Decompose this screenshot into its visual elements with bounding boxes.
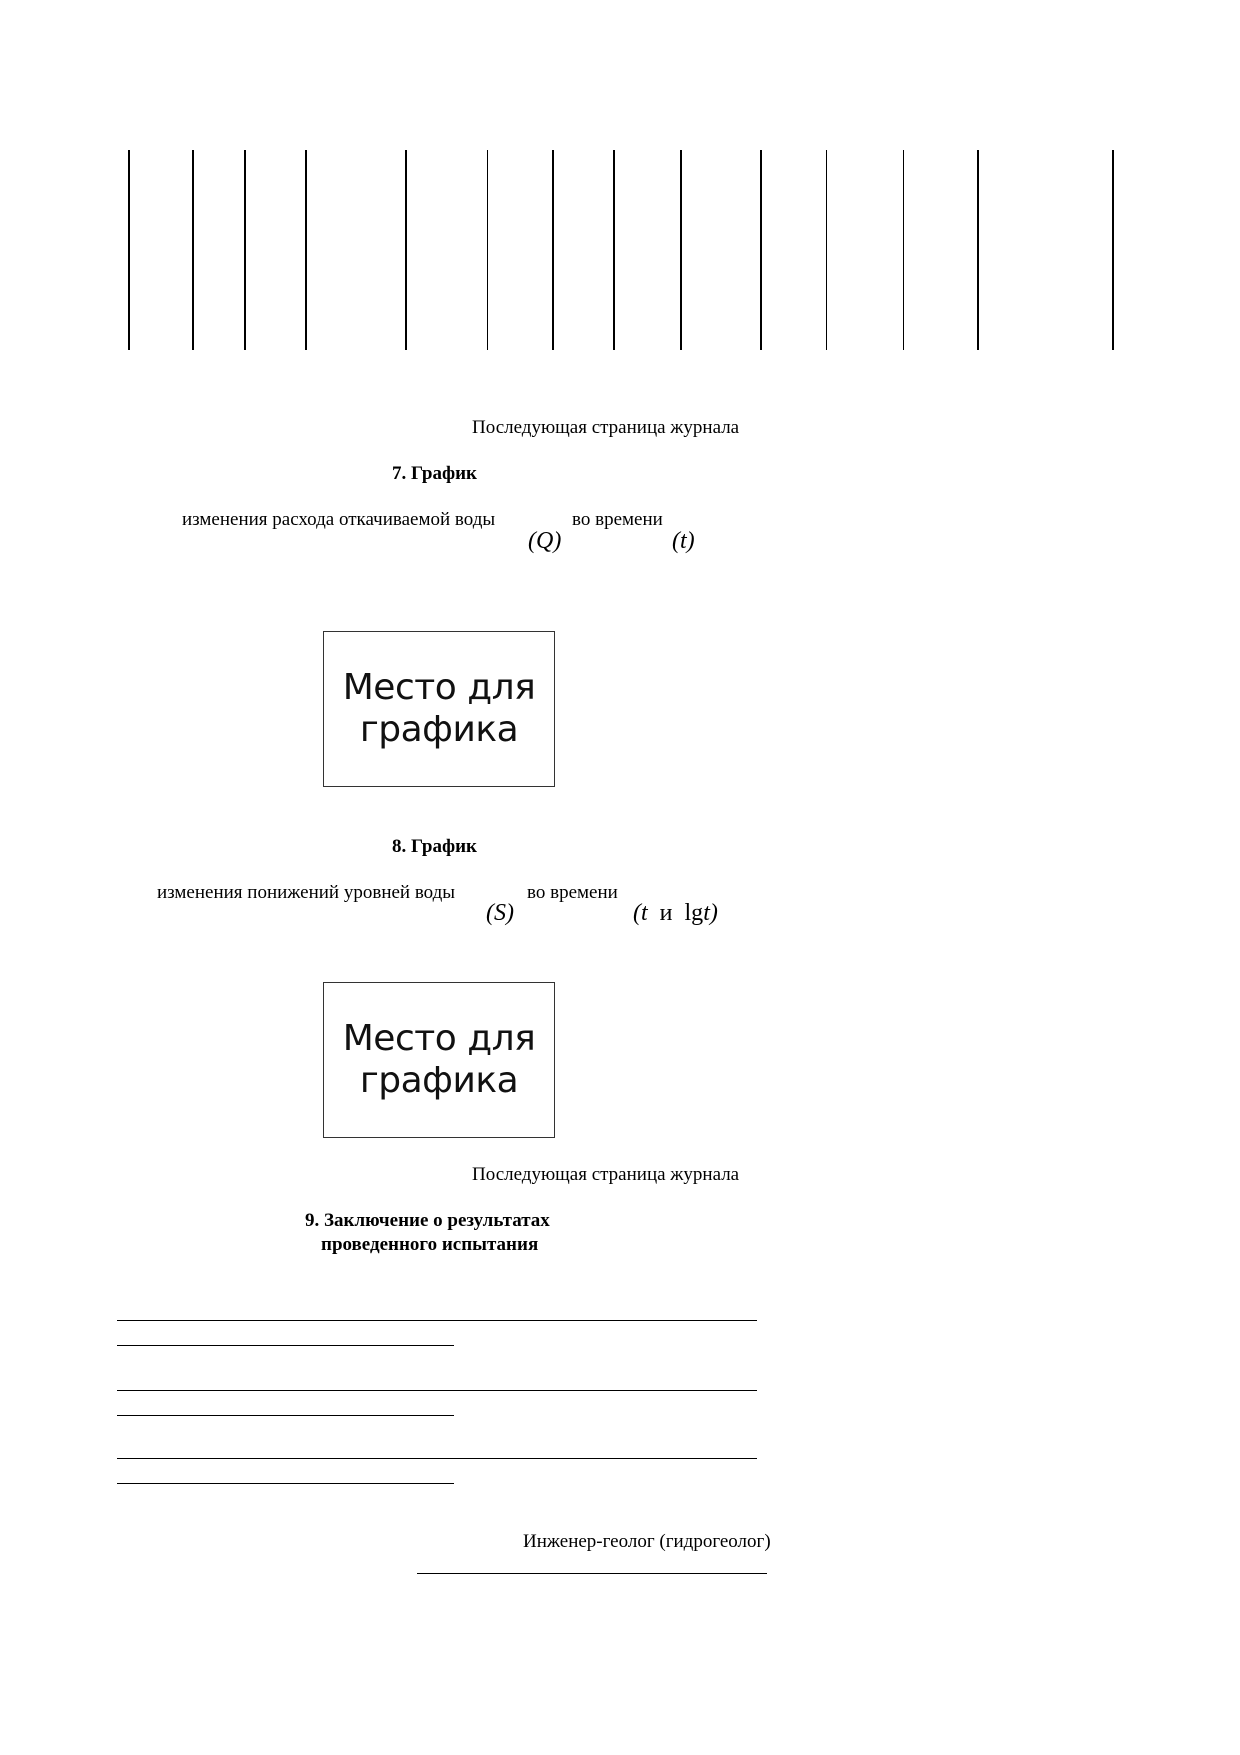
- graph8-symbol-t-close: t): [703, 900, 718, 926]
- signature-role: Инженер-геолог (гидрогеолог): [523, 1531, 771, 1552]
- continuation-note-top: Последующая страница журнала: [472, 417, 740, 438]
- column-rule: [128, 150, 130, 350]
- graph8-symbol-t-open: (t: [633, 900, 648, 926]
- column-rule: [680, 150, 682, 350]
- graph8-symbol-s: (S): [486, 900, 514, 926]
- graph8-placeholder: [323, 982, 555, 1138]
- conclusion-heading-line2: проведенного испытания: [321, 1234, 539, 1255]
- column-rule: [1112, 150, 1114, 350]
- column-rule: [552, 150, 554, 350]
- column-rule: [244, 150, 246, 350]
- column-rule: [305, 150, 307, 350]
- column-rule: [405, 150, 407, 350]
- graph8-symbol-t-lg: [633, 900, 718, 927]
- graph7-heading: 7. График: [392, 463, 477, 484]
- graph7-symbol-q: (Q): [528, 528, 562, 554]
- graph8-placeholder-text: Место для графика: [342, 1018, 536, 1101]
- column-rule: [613, 150, 615, 350]
- signature-line: [417, 1573, 767, 1574]
- column-rule: [826, 150, 827, 350]
- conclusion-line-2b: [117, 1415, 454, 1416]
- column-rule: [903, 150, 904, 350]
- conclusion-line-1b: [117, 1345, 454, 1346]
- column-rule: [487, 150, 488, 350]
- graph7-placeholder: [323, 631, 555, 787]
- graph8-caption-part2: во времени: [527, 882, 618, 903]
- conclusion-line-3a: [117, 1458, 757, 1459]
- graph8-symbol-and: и: [659, 900, 673, 926]
- graph7-caption-part1: изменения расхода откачиваемой воды: [182, 509, 496, 530]
- continuation-note-bottom: Последующая страница журнала: [472, 1164, 740, 1185]
- column-rule: [977, 150, 979, 350]
- graph8-symbol-lg: lg: [684, 900, 704, 926]
- graph7-caption-part2: во времени: [572, 509, 663, 530]
- graph8-caption-part1: изменения понижений уровней воды: [157, 882, 456, 903]
- graph7-placeholder-text: Место для графика: [342, 667, 536, 750]
- conclusion-line-3b: [117, 1483, 454, 1484]
- graph8-heading: 8. График: [392, 836, 477, 857]
- column-rule: [192, 150, 194, 350]
- conclusion-heading-line1: 9. Заключение о результатах: [305, 1210, 550, 1231]
- conclusion-line-1a: [117, 1320, 757, 1321]
- graph7-symbol-t: (t): [672, 528, 695, 554]
- conclusion-line-2a: [117, 1390, 757, 1391]
- column-rule: [760, 150, 762, 350]
